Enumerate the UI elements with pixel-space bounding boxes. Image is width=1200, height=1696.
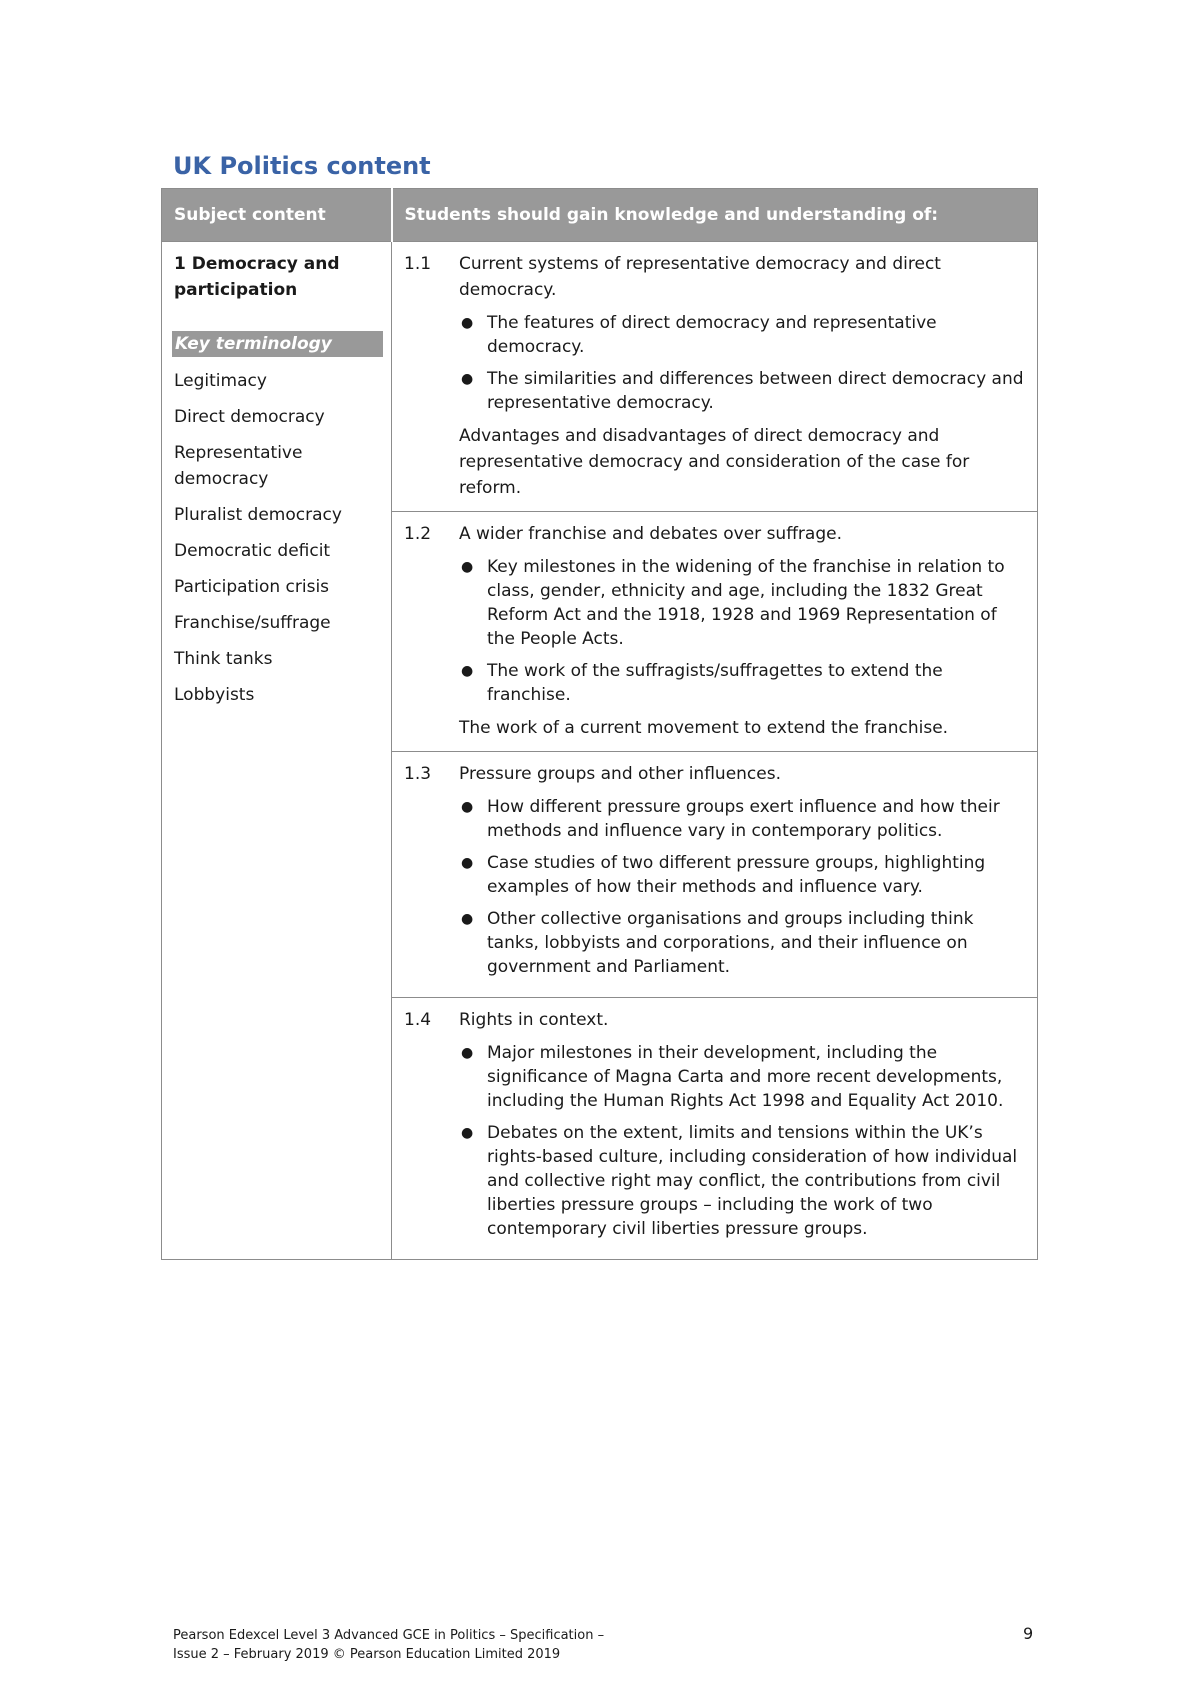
knowledge-header: Students should gain knowledge and understanding of:	[392, 189, 1038, 242]
bullet-icon: ●	[461, 799, 474, 815]
section-number: 1.2	[404, 524, 432, 544]
section-1-4	[392, 998, 1038, 1260]
bullet-icon: ●	[461, 855, 474, 871]
section-title: A wider franchise and debates over suffrage.	[459, 524, 842, 544]
bullet-icon: ●	[461, 1125, 474, 1141]
key-term: Franchise/suffrage	[174, 613, 331, 633]
bullet-icon: ●	[461, 315, 474, 331]
table-row	[162, 242, 1038, 512]
key-terminology-label: Key terminology	[172, 331, 383, 357]
list-item: ● Debates on the extent, limits and tensions within the UK’s rights-based culture, including consideration of how individual and collective right may conflict, the contributions from civil liberties pressure groups – including the work of two contemporary civil liberties pressure groups.	[461, 1123, 1018, 1239]
page-title: UK Politics content	[173, 152, 431, 180]
table-header-row	[162, 189, 1038, 242]
section-1-1	[392, 242, 1038, 512]
key-term: Democratic deficit	[174, 541, 331, 561]
page-footer	[173, 1626, 604, 1664]
list-item: ● The work of the suffragists/suffragettes to extend the franchise.	[461, 661, 943, 705]
bullet-list	[459, 555, 1025, 707]
list-item: ● The similarities and differences between direct democracy and representative democracy.	[461, 369, 1024, 413]
footer-line-2: Issue 2 – February 2019 © Pearson Education Limited 2019	[173, 1647, 561, 1662]
key-term: Participation crisis	[174, 577, 330, 597]
key-term: Representative democracy	[174, 443, 303, 489]
section-closing: The work of a current movement to extend the franchise.	[459, 718, 949, 738]
section-number: 1.4	[404, 1010, 432, 1030]
list-item: ● How different pressure groups exert influence and how their methods and influence vary in contemporary politics.	[461, 797, 1000, 841]
subject-content-cell	[162, 242, 392, 1260]
section-title: Pressure groups and other influences.	[459, 764, 781, 784]
section-number: 1.3	[404, 764, 432, 784]
bullet-icon: ●	[461, 1045, 474, 1061]
bullet-icon: ●	[461, 371, 474, 387]
section-closing: Advantages and disadvantages of direct democracy and representative democracy and consideration of the case for reform.	[459, 426, 970, 498]
section-title: Current systems of representative democracy and direct democracy.	[459, 254, 941, 300]
list-item: ● Major milestones in their development, including the significance of Magna Carta and more recent developments, including the Human Rights Act 1998 and Equality Act 2010.	[461, 1043, 1004, 1111]
footer-line-1: Pearson Edexcel Level 3 Advanced GCE in Politics – Specification –	[173, 1628, 605, 1643]
bullet-icon: ●	[461, 663, 474, 679]
key-term: Legitimacy	[174, 371, 267, 391]
bullet-list	[459, 311, 1025, 415]
key-term: Think tanks	[174, 649, 273, 669]
list-item: ● The features of direct democracy and representative democracy.	[461, 313, 937, 357]
key-term: Pluralist democracy	[174, 505, 342, 525]
key-term: Direct democracy	[174, 407, 325, 427]
list-item: ● Case studies of two different pressure groups, highlighting examples of how their methods and influence vary.	[461, 853, 986, 897]
section-1-3	[392, 752, 1038, 998]
section-1-2	[392, 512, 1038, 752]
page-number: 9	[1023, 1624, 1034, 1643]
key-term: Lobbyists	[174, 685, 255, 705]
section-title: Rights in context.	[459, 1010, 609, 1030]
bullet-icon: ●	[461, 559, 474, 575]
subject-content-header: Subject content	[162, 189, 392, 242]
bullet-list	[459, 1041, 1025, 1241]
list-item: ● Key milestones in the widening of the franchise in relation to class, gender, ethnicity and age, including the 1832 Great Reform Act and the 1918, 1928 and 1969 Representation of the People Acts.	[461, 557, 1005, 649]
topic-title: 1 Democracy and participation	[174, 254, 340, 300]
section-number: 1.1	[404, 254, 432, 274]
bullet-icon: ●	[461, 911, 474, 927]
content-table	[161, 188, 1038, 1260]
list-item: ● Other collective organisations and groups including think tanks, lobbyists and corporations, and their influence on government and Parliament.	[461, 909, 974, 977]
bullet-list	[459, 795, 1025, 979]
